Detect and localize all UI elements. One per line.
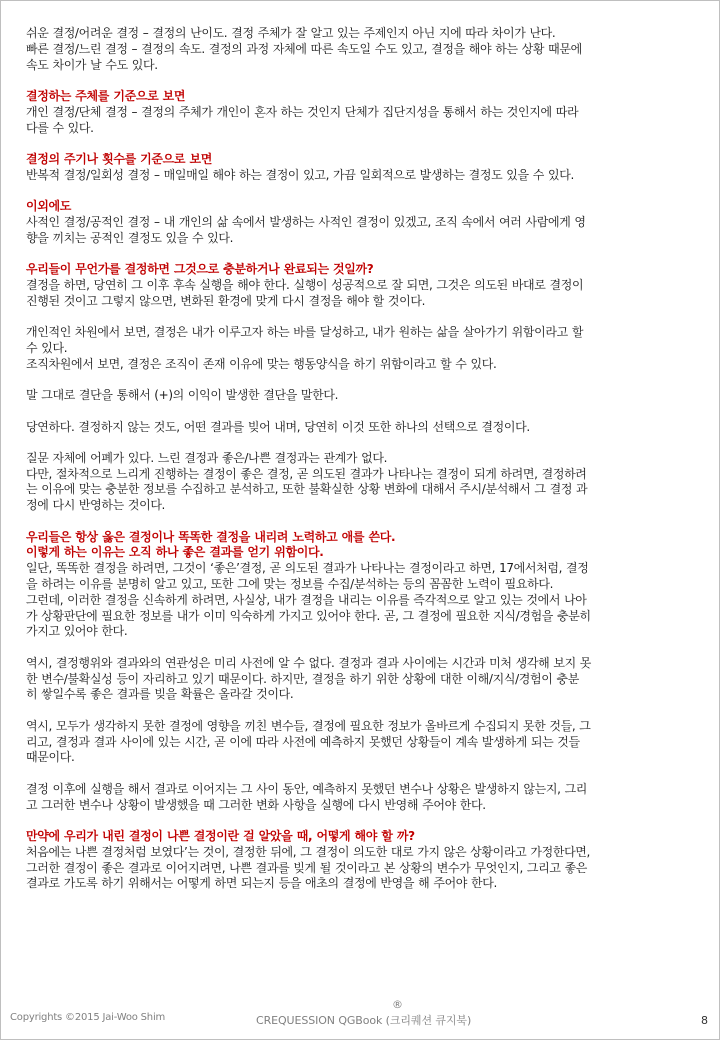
text-line: 처음에는 나쁜 결정처럼 보였다’는 것이, 결정한 뒤에, 그 결정이 의도한 대로 가지 않은 상황이라고 가정한다면, bbox=[26, 844, 591, 859]
text-line: 사적인 결정/공적인 결정 – 내 개인의 삶 속에서 발생하는 사적인 결정이 있겠고, 조직 속에서 여러 사람에게 영 bbox=[26, 214, 586, 229]
text-line: 가 상황판단에 필요한 정보를 내가 이미 익숙하게 가지고 있어야 한다. 곧, 그 결정에 필요한 지식/경험을 충분히 bbox=[26, 608, 591, 623]
text-line: 그런데, 이러한 결정을 신속하게 하려면, 사실상, 내가 결정을 내리는 이유를 즉각적으로 알고 있는 것에서 나아 bbox=[26, 592, 587, 607]
text-line: 진행된 것이고 그렇지 않으면, 변화된 환경에 맞게 다시 결정을 해야 할 것이다. bbox=[26, 293, 426, 308]
text-line: 결정 이후에 실행을 해서 결과로 이어지는 그 사이 동안, 예측하지 못했던 변수나 상황은 발생하지 않는지, 그리 bbox=[26, 781, 588, 796]
text-line: 당연하다. 결정하지 않는 것도, 어떤 결과를 빚어 내며, 당연히 이것 또한 하나의 선택으로 결정이다. bbox=[26, 419, 530, 434]
section-heading: 결정의 주기나 횟수를 기준으로 보면 bbox=[26, 151, 212, 166]
text-line: 반복적 결정/일회성 결정 – 매일매일 해야 하는 결정이 있고, 가끔 일회적으로 발생하는 결정도 있을 수 있다. bbox=[26, 167, 574, 182]
paragraph-variables bbox=[26, 719, 696, 766]
text-line: 역시, 모두가 생각하지 못한 결정에 영향을 끼친 변수들, 결정에 필요한 정보가 올바르게 수집되지 못한 것들, 그 bbox=[26, 718, 591, 733]
section-heading: 결정하는 주체를 기준으로 보면 bbox=[26, 88, 186, 103]
text-line: 향을 끼치는 공적인 결정도 있을 수 있다. bbox=[26, 230, 234, 245]
section-bad-decision bbox=[26, 829, 696, 892]
text-line: 개인 결정/단체 결정 – 결정의 주체가 개인이 혼자 하는 것인지 단체가 집단지성을 통해서 하는 것인지에 따라 bbox=[26, 104, 579, 119]
section-heading: 만약에 우리가 내린 결정이 나쁜 결정이란 걸 알았을 때, 어떻게 해야 할 까? bbox=[26, 829, 415, 843]
text-line: 정에 다시 반영하는 것이다. bbox=[26, 498, 166, 513]
text-line: 는 이유에 맞는 충분한 정보를 수집하고 분석하고, 또한 불확실한 상황 변화에 대해서 주시/분석해서 그 결정 과 bbox=[26, 482, 588, 497]
text-line: 말 그대로 결단을 통해서 (+)의 이익이 발생한 결단을 말한다. bbox=[26, 388, 339, 403]
section-by-subject bbox=[26, 89, 696, 136]
text-line: 개인적인 차원에서 보면, 결정은 내가 이루고자 하는 바를 달성하고, 내가 원하는 삶을 살아가기 위함이라고 할 bbox=[26, 325, 584, 340]
text-line: 한 변수/불확실성 등이 자리하고 있기 때문이다. 하지만, 결정을 하기 위한 상황에 대한 이해/지식/경험이 충분 bbox=[26, 671, 579, 686]
section-heading: 우리들은 항상 옳은 결정이나 똑똑한 결정을 내리려 노력하고 애를 쓴다. bbox=[26, 529, 396, 544]
text-line: 결과로 가도록 하기 위해서는 어떻게 하면 되는지 등을 애초의 결정에 반영을 해 주어야 한다. bbox=[26, 876, 497, 891]
text-line: 다만, 절차적으로 느리게 진행하는 결정이 좋은 결정, 곧 의도된 결과가 나타나는 결정이 되게 하려면, 결정하려 bbox=[26, 466, 587, 481]
section-heading: 이렇게 하는 이유는 오직 하나 좋은 결과를 얻기 위함이다. bbox=[26, 545, 324, 560]
text-line: 가지고 있어야 한다. bbox=[26, 624, 128, 639]
footer-book-title: CREQUESSION QGBook (크리퀘션 큐지북) bbox=[256, 1014, 472, 1027]
text-line: 질문 자체에 어폐가 있다. 느린 결정과 좋은/나쁜 결정과는 관계가 없다. bbox=[26, 450, 388, 465]
paragraph-purpose bbox=[26, 325, 696, 372]
text-line: 때문이다. bbox=[26, 750, 75, 765]
section-right-decision bbox=[26, 530, 696, 641]
paragraph-decision-gain bbox=[26, 388, 696, 404]
text-line: 고 그러한 변수나 상황이 발생했을 때 그러한 변화 사항을 실행에 다시 반영해 주어야 한다. bbox=[26, 797, 486, 812]
text-line: 속도 차이가 날 수도 있다. bbox=[26, 57, 158, 72]
text-line: 쉬운 결정/어려운 결정 – 결정의 난이도. 결정 주체가 잘 알고 있는 주제인지 아닌 지에 따라 차이가 난다. bbox=[26, 26, 556, 40]
paragraph-not-deciding bbox=[26, 420, 696, 436]
paragraph-slow-decision bbox=[26, 451, 696, 514]
section-other bbox=[26, 199, 696, 246]
text-line: 역시, 결정행위와 결과와의 연관성은 미리 사전에 알 수 없다. 결정과 결과 사이에는 시간과 미처 생각해 보지 못 bbox=[26, 655, 592, 670]
text-line: 빠른 결정/느린 결정 – 결정의 속도. 결정의 과정 자체에 따른 속도일 수도 있고, 결정을 해야 하는 상황 때문에 bbox=[26, 41, 582, 56]
text-line: 을 하려는 이유를 분명히 알고 있고, 또한 그에 맞는 정보를 수집/분석하는 등의 꼼꼼한 노력이 필요하다. bbox=[26, 577, 554, 592]
section-by-frequency bbox=[26, 152, 696, 184]
registered-mark: ® bbox=[392, 998, 403, 1011]
text-line: 리고, 결정과 결과 사이에 있는 시간, 곧 이에 따라 사전에 예측하지 못했던 상황들이 계속 발생하게 되는 것들 bbox=[26, 734, 580, 749]
document-body bbox=[26, 26, 696, 892]
text-line: 그러한 결정이 좋은 결과로 이어지려면, 나쁜 결과를 빚게 될 것이라고 본 상황의 변수가 무엇인지, 그리고 좋은 bbox=[26, 860, 588, 875]
paragraph-execution bbox=[26, 782, 696, 814]
text-line: 다를 수 있다. bbox=[26, 120, 94, 135]
section-heading: 우리들이 무언가를 결정하면 그것으로 충분하거나 완료되는 것일까? bbox=[26, 262, 374, 277]
paragraph-causality bbox=[26, 656, 696, 703]
paragraph-decision-types bbox=[26, 26, 696, 73]
page-number: 8 bbox=[701, 1014, 708, 1027]
section-is-decision-enough bbox=[26, 262, 696, 309]
text-line: 히 쌓일수록 좋은 결과를 빚을 확률은 올라갈 것이다. bbox=[26, 687, 294, 702]
section-heading: 이외에도 bbox=[26, 199, 71, 214]
text-line: 결정을 하면, 당연히 그 이후 후속 실행을 해야 한다. 실행이 성공적으로 잘 되면, 그것은 의도된 바대로 결정이 bbox=[26, 277, 584, 292]
text-line: 수 있다. bbox=[26, 340, 68, 355]
text-line: 조직차원에서 보면, 결정은 조직이 존재 이유에 맞는 행동양식을 하기 위함이라고 할 수 있다. bbox=[26, 356, 497, 371]
footer-copyright: Copyrights ©2015 Jai-Woo Shim bbox=[10, 1012, 166, 1023]
text-line: 일단, 똑똑한 결정을 하려면, 그것이 ‘좋은’결정, 곧 의도된 결과가 나타나는 결정이라고 하면, 17에서처럼, 결정 bbox=[26, 561, 589, 576]
